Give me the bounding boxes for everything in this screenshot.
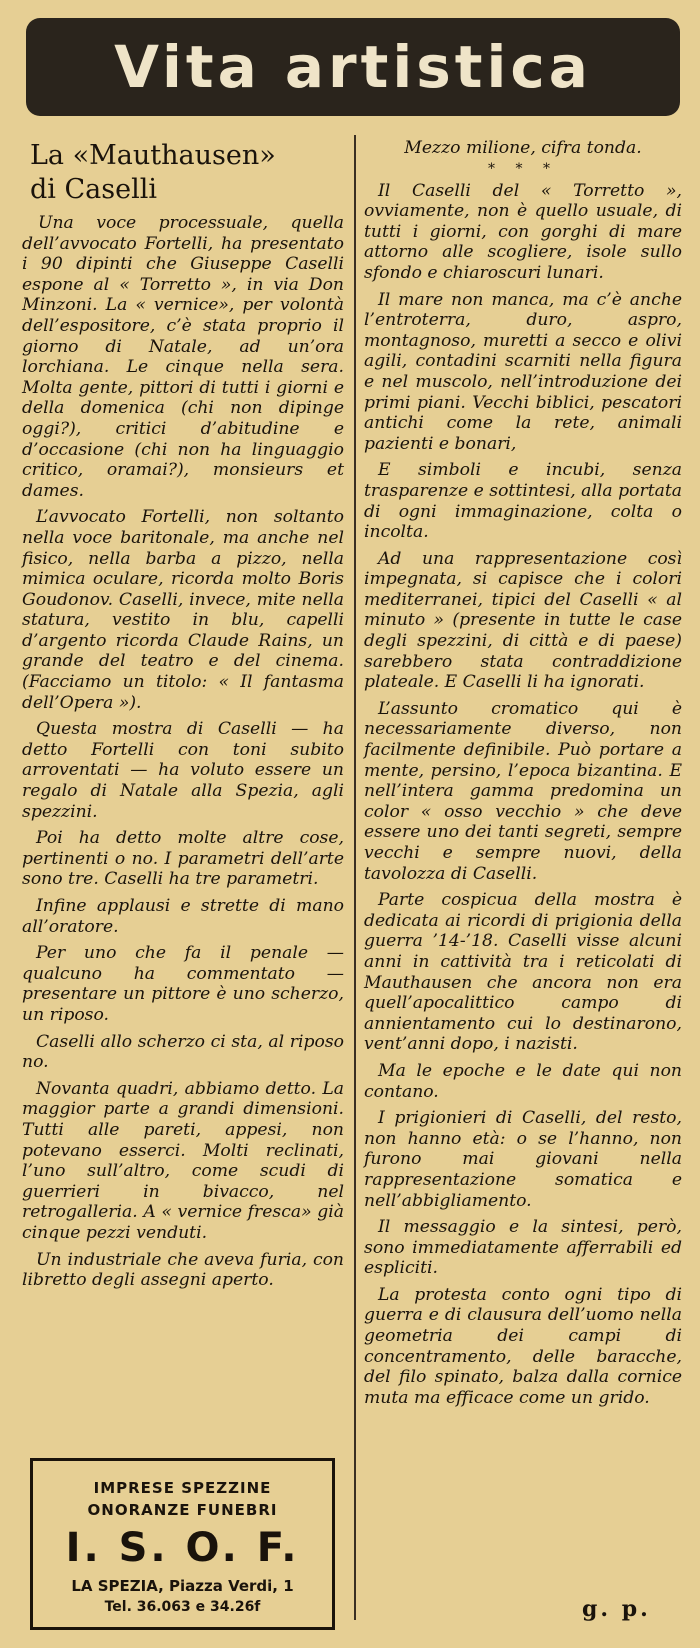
paragraph: I prigionieri di Caselli, del resto, non hanno età: o se l’hanno, non furono mai giovani nella rappresentazione somatica e nell’abbigliamento.	[364, 1108, 682, 1211]
section-separator: * * *	[488, 160, 558, 177]
funeral-services-advertisement	[30, 1458, 335, 1630]
paragraph: Un industriale che aveva furia, con libretto degli assegni aperto.	[22, 1249, 344, 1291]
paragraph: Ad una rappresentazione così impegnata, si capisce che i colori mediterranei, tipici del Caselli « al minuto » (presente in tutte le case degli spezzini, di città e di paese) sarebbero stata contraddizione plateale. E Caselli li ha ignorati.	[364, 548, 682, 693]
ad-company-name: I. S. O. F.	[65, 1525, 300, 1571]
paragraph: Infine applausi e strette di mano all’oratore.	[22, 896, 344, 937]
ad-address: LA SPEZIA, Piazza Verdi, 1	[71, 1577, 294, 1595]
paragraph: Il messaggio e la sintesi, però, sono immediatamente afferrabili ed espliciti.	[364, 1217, 682, 1279]
left-column	[22, 135, 344, 1297]
ad-phone: Tel. 36.063 e 34.26f	[104, 1599, 261, 1615]
paragraph: Per uno che fa il penale — qualcuno ha commentato — presentare un pittore è uno scherzo, un riposo.	[22, 943, 344, 1025]
paragraph: Novanta quadri, abbiamo detto. La maggior parte a grandi dimensioni. Tutti alle pareti, appesi, non potevano esserci. Molti reclinati, l’uno sull’altro, come scudi di guerrieri in bivacco, nel retrogalleria. A « vernice fresca» già cinque pezzi venduti.	[22, 1078, 344, 1243]
paragraph: Il mare non manca, ma c’è anche l’entroterra, duro, aspro, montagnoso, muretti a secco e olivi agili, contadini scarniti nella figura e nel muscolo, nell’introduzione dei primi piani. Vecchi biblici, pescatori antichi come la rete, animali pazienti e bonari,	[364, 289, 682, 454]
article-title	[30, 139, 344, 207]
paragraph: L’assunto cromatico qui è necessariamente diverso, non facilmente definibile. Può portare a mente, persino, l’epoca bizantina. E nell’intera gamma predomina un color « osso vecchio » che deve essere uno dei tanti segreti, sempre vecchi e sempre nuovi, della tavolozza di Caselli.	[364, 698, 682, 884]
paragraph: Parte cospicua della mostra è dedicata ai ricordi di prigionia della guerra ’14-’18. Caselli visse alcuni anni in cattività tra i reticolati di Mauthausen che ancora non era quell’apocalittico campo di annientamento cui lo destinarono, vent’anni dopo, i nazisti.	[364, 890, 682, 1055]
paragraph: Caselli allo scherzo ci sta, al riposo no.	[22, 1031, 344, 1073]
paragraph: Questa mostra di Caselli — ha detto Fortelli con toni subito arroventati — ha voluto essere un regalo di Natale alla Spezia, agli spezzini.	[22, 719, 344, 822]
ad-line1: IMPRESE SPEZZINE	[93, 1479, 272, 1497]
paragraph: L’avvocato Fortelli, non soltanto nella voce baritonale, ma anche nel fisico, nella barba a pizzo, nella mimica oculare, ricorda molto Boris Goudonov. Caselli, invece, mite nella statura, vestito in blu, capelli d’argento ricorda Claude Rains, un grande del teatro e del cinema. (Facciamo un titolo: « Il fantasma dell’Opera »).	[22, 507, 344, 713]
paragraph: Il Caselli del « Torretto », ovviamente, non è quello usuale, di tutti i giorni, con gorghi di mare attorno alle scogliere, isole sullo sfondo e chiaroscuri lunari.	[364, 180, 682, 283]
column-divider	[354, 135, 356, 1620]
article-title-line2: di Caselli	[30, 174, 157, 205]
paragraph: Poi ha detto molte altre cose, pertinenti o no. I parametri dell’arte sono tre. Caselli ha tre parametri.	[22, 828, 344, 890]
section-header-banner	[26, 18, 680, 116]
paragraph: Ma le epoche e le date qui non contano.	[364, 1060, 682, 1102]
author-signature: g. p.	[582, 1596, 651, 1622]
paragraph-continued: Mezzo milione, cifra tonda.	[404, 138, 642, 158]
paragraph: Una voce processuale, quella dell’avvocato Fortelli, ha presentato i 90 dipinti che Giuseppe Caselli espone al « Torretto », in via Don Minzoni. La « vernice», per volontà dell’espositore, c’è stata proprio il giorno di Natale, ad un’ora lorchiana. Le cinque nella sera. Molta gente, pittori di tutti i giorni e della domenica (chi non dipinge oggi?), critici d’abitudine e d’occasione (chi non ha linguaggio critico, oramai?), monsieurs et dames.	[22, 213, 344, 501]
paragraph: E simboli e incubi, senza trasparenze e sottintesi, alla portata di ogni immaginazione, colta o incolta.	[364, 460, 682, 543]
paragraph: La protesta conto ogni tipo di guerra e di clausura dell’uomo nella geometria dei campi di concentramento, delle baracche, del filo spinato, balza dalla cornice muta ma efficace come un grido.	[364, 1284, 682, 1408]
section-title: Vita artistica	[114, 33, 592, 101]
ad-line2: ONORANZE FUNEBRI	[87, 1501, 278, 1519]
right-column	[364, 138, 682, 1414]
article-title-line1: La «Mauthausen»	[30, 140, 276, 171]
